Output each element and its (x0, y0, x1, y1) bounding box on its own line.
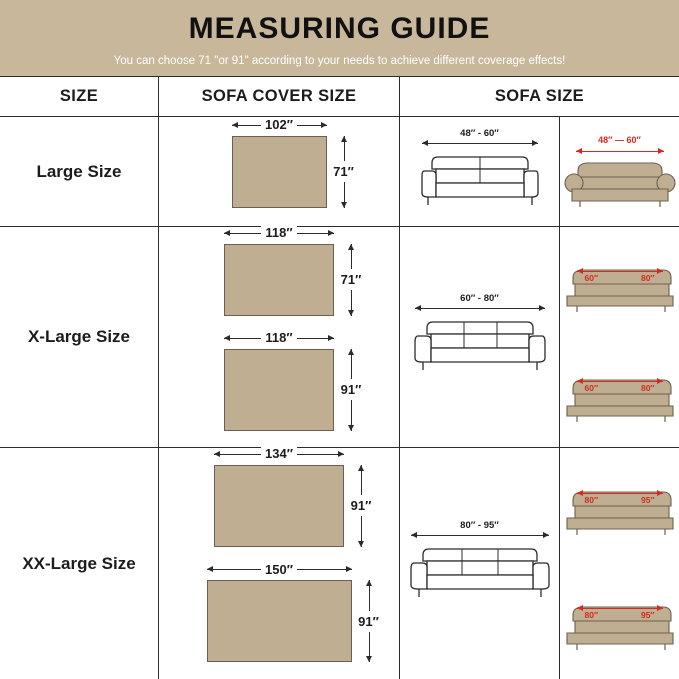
sofa-covered-view-large (560, 117, 679, 226)
sofa-front-view-xlarge (400, 227, 560, 447)
cover-width-dim: 150″ (207, 560, 352, 578)
column-header-sofa-size: SOFA SIZE (494, 87, 585, 105)
cover-height-dim: 91″ (338, 349, 364, 431)
covered-range-left: 60″ (584, 383, 599, 393)
sofa-covered-views-xxlarge (560, 448, 679, 679)
cover-rect-118x71 (224, 225, 362, 316)
measuring-table (0, 76, 679, 679)
cover-width-dim: 134″ (214, 445, 344, 463)
covered-range-left: 60″ (584, 273, 599, 283)
size-label-xlarge: X-Large Size (0, 227, 159, 447)
table-row (0, 227, 679, 448)
cover-diagrams-xxlarge (159, 448, 400, 679)
cover-diagrams-xlarge (159, 227, 400, 447)
sofa-front-range-label: 60″ - 80″ (460, 293, 499, 304)
sofa-front-view-large (400, 117, 560, 226)
cover-rect-118x91 (224, 330, 362, 431)
page-subtitle: You can choose 71 "or 91" according to your needs to achieve different coverage effects! (113, 54, 566, 67)
table-header-row (0, 77, 679, 117)
cover-rect-102x71 (232, 117, 354, 208)
sofa-front-range-arrow (411, 532, 549, 539)
covered-range-right: 80″ (640, 383, 655, 393)
fabric-rect (207, 580, 352, 662)
table-row (0, 117, 679, 227)
covered-sofa-icon (564, 155, 676, 213)
sofa-front-icon (420, 149, 540, 211)
cover-rect-150x91 (207, 561, 379, 662)
sofa-front-range-arrow (422, 140, 538, 147)
sofa-front-icon (409, 541, 551, 603)
cover-height-dim: 91″ (356, 580, 382, 662)
fabric-rect (232, 136, 327, 208)
size-label-xxlarge: XX-Large Size (0, 448, 159, 679)
page-title: MEASURING GUIDE (188, 11, 491, 45)
size-label-large: Large Size (0, 117, 159, 226)
covered-range-right: 95″ (640, 610, 655, 621)
covered-range-left: 80″ (584, 494, 599, 505)
covered-range-arrow (576, 148, 664, 155)
sofa-front-range-label: 80″ - 95″ (460, 519, 499, 531)
covered-sofa-block (563, 468, 677, 544)
covered-range-right: 95″ (640, 494, 655, 505)
cover-diagrams-large (159, 117, 400, 226)
table-row (0, 448, 679, 679)
cover-height-dim: 71″ (331, 136, 357, 208)
cover-width-dim: 118″ (224, 329, 334, 347)
column-header-size: SIZE (0, 77, 159, 116)
cover-height-dim: 71″ (338, 244, 364, 316)
fabric-rect (224, 244, 334, 316)
covered-sofa-block (563, 583, 677, 659)
sofa-front-icon (413, 314, 547, 376)
sofa-front-view-xxlarge (400, 448, 560, 679)
page-header (0, 0, 679, 76)
sofa-covered-views-xlarge (560, 227, 679, 447)
covered-range-left: 80″ (584, 610, 599, 621)
sofa-front-range-label: 48″ - 60″ (460, 127, 499, 139)
covered-range-label: 48″ — 60″ (598, 134, 641, 145)
cover-width-dim: 102″ (232, 116, 327, 134)
column-header-sofa-cover-size: SOFA COVER SIZE (159, 77, 400, 116)
covered-sofa-block (563, 246, 677, 318)
cover-width-dim: 118″ (224, 224, 334, 242)
fabric-rect (214, 465, 344, 547)
fabric-rect (224, 349, 334, 431)
cover-height-dim: 91″ (348, 465, 374, 547)
sofa-front-range-arrow (415, 305, 545, 312)
cover-rect-134x91 (214, 446, 372, 547)
covered-range-right: 80″ (640, 273, 655, 283)
covered-sofa-block (563, 356, 677, 428)
